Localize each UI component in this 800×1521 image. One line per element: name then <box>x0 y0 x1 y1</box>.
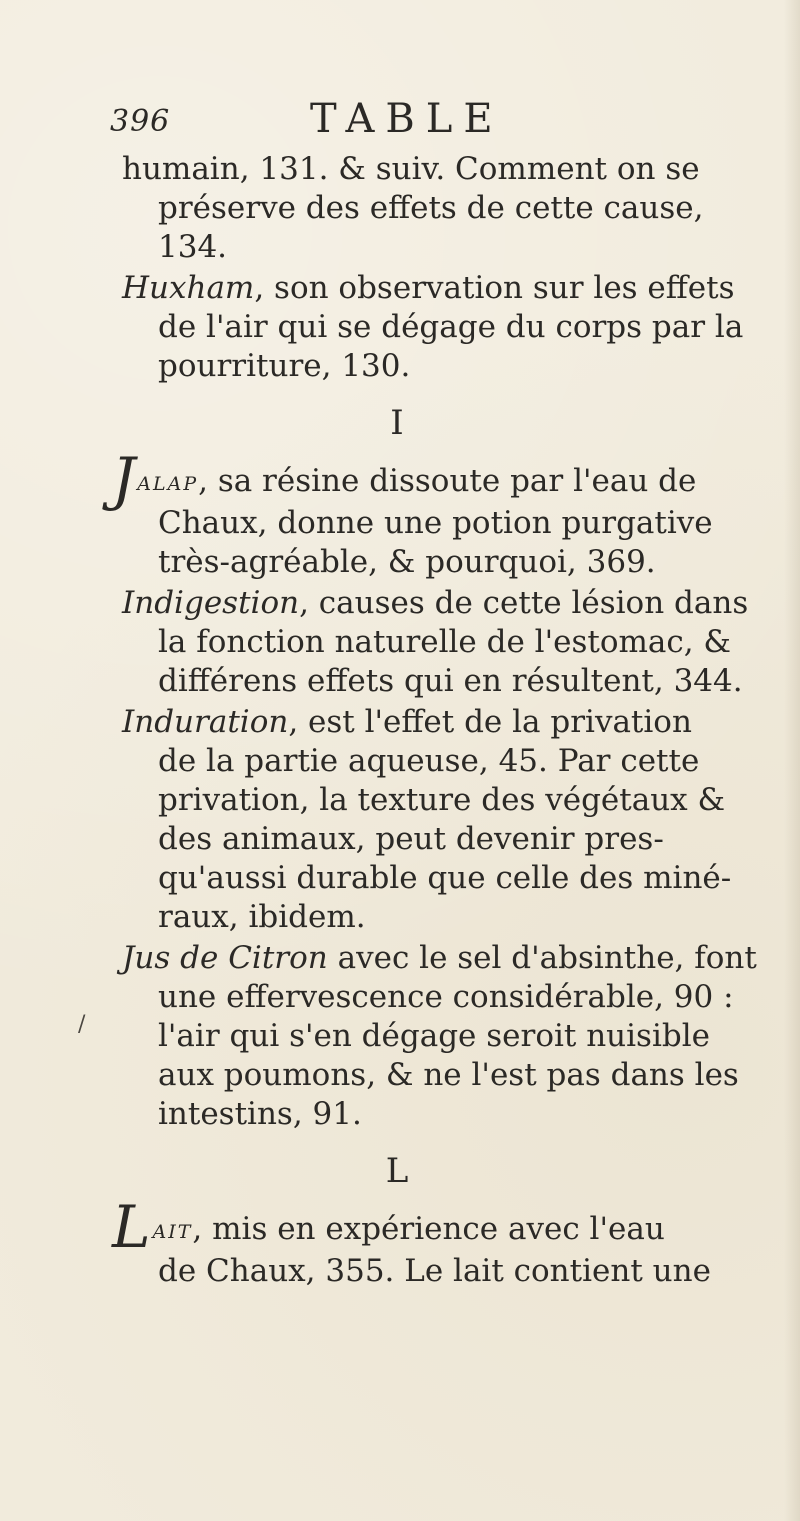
entry-line: la fonction naturelle de l'estomac, & <box>158 624 732 660</box>
entry-line: , sa résine dissoute par l'eau de <box>198 463 697 499</box>
entry-line: Chaux, donne une potion purgative <box>158 505 713 541</box>
drop-cap: J <box>112 445 136 513</box>
entry-line: aux poumons, & ne l'est pas dans les <box>158 1057 739 1093</box>
section-letter-i: I <box>390 403 404 443</box>
entry-line: préserve des effets de cette cause, 134. <box>158 190 704 265</box>
index-entry-jus-de-citron <box>122 939 772 1134</box>
entry-line: intestins, 91. <box>158 1096 362 1132</box>
entry-headword: Induration <box>122 704 289 740</box>
entry-line: , est l'effet de la privation <box>288 704 692 740</box>
index-entry-continuation <box>122 150 772 267</box>
entry-smallcaps: AIT <box>152 1221 193 1243</box>
drop-cap: L <box>112 1193 151 1261</box>
index-entry-indigestion <box>122 584 772 701</box>
entry-line: de Chaux, 355. Le lait contient une <box>158 1253 711 1289</box>
entry-line: des animaux, peut devenir pres- <box>158 821 664 857</box>
page-number: 396 <box>110 104 171 139</box>
index-entry-huxham <box>122 269 772 386</box>
section-letter-l: L <box>385 1151 409 1191</box>
entry-line: avec le sel d'absinthe, font <box>327 940 757 976</box>
entry-headword: Huxham <box>122 270 255 306</box>
entry-line: privation, la texture des végétaux & <box>158 782 726 818</box>
index-content <box>112 150 772 1293</box>
entry-line: l'air qui s'en dégage seroit nuisible <box>158 1018 710 1054</box>
index-entry-induration <box>122 703 772 937</box>
entry-headword: Jus de Citron <box>122 940 328 976</box>
entry-line: , causes de cette lésion dans <box>299 585 749 621</box>
entry-line: raux, ibidem. <box>158 899 366 935</box>
entry-line: , son observation sur les effets <box>254 270 735 306</box>
running-title: TABLE <box>310 96 504 142</box>
index-entry-jalap <box>112 445 772 582</box>
entry-line: différens effets qui en résultent, 344. <box>158 663 743 699</box>
entry-headword: Indigestion <box>122 585 300 621</box>
entry-line: très-agréable, & pourquoi, 369. <box>158 544 656 580</box>
margin-mark: / <box>78 1012 86 1037</box>
index-entry-lait <box>112 1193 772 1291</box>
entry-line: de la partie aqueuse, 45. Par cette <box>158 743 700 779</box>
entry-smallcaps: ALAP <box>137 473 199 495</box>
page-edge-shadow <box>784 0 800 1521</box>
entry-line: humain, 131. & suiv. Comment on se <box>122 151 700 187</box>
page-header <box>110 96 710 148</box>
entry-line: , mis en expérience avec l'eau <box>192 1211 665 1247</box>
entry-line: une effervescence considérable, 90 : <box>158 979 734 1015</box>
entry-line: de l'air qui se dégage du corps par la <box>158 309 744 345</box>
entry-line: pourriture, 130. <box>158 348 411 384</box>
entry-line: qu'aussi durable que celle des miné- <box>158 860 732 896</box>
